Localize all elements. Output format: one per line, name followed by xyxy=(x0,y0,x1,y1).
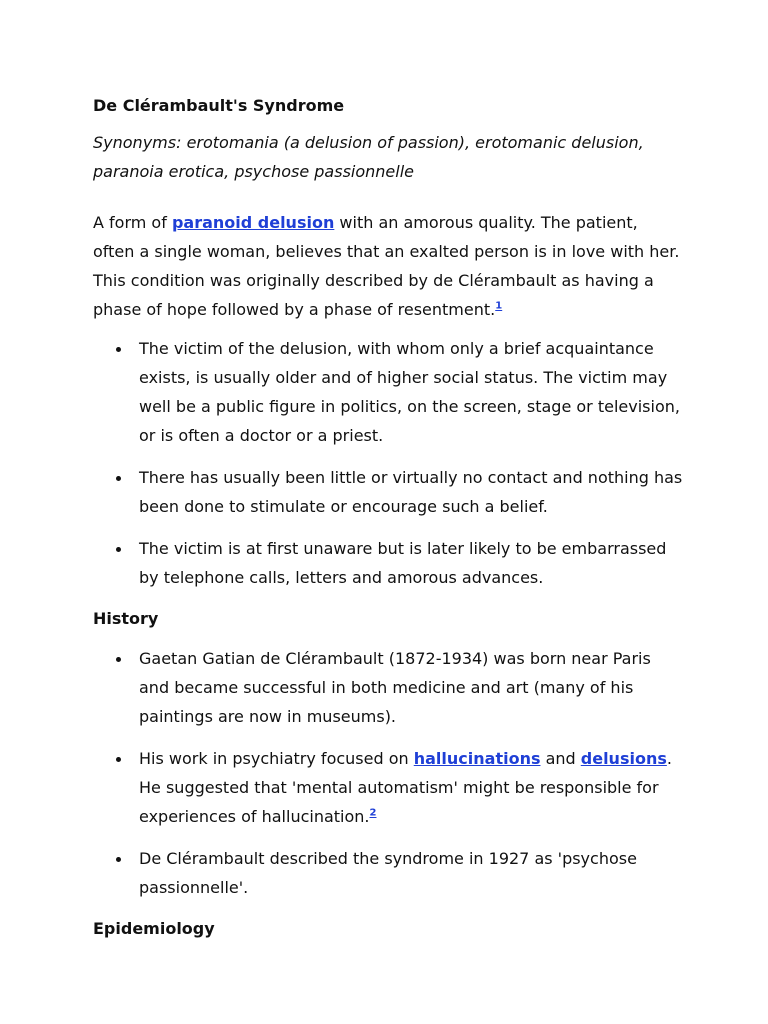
bullet-icon xyxy=(116,547,121,552)
list-item xyxy=(93,644,683,731)
intro-text-end: with an amorous quality. The patient, often a single woman, believes that an exalted person is in love with her. This condition was originally described by de Clérambault as having a phase of hope followed by a phase of resentment. xyxy=(93,213,680,319)
list-item-text: The victim is at first unaware but is later likely to be embarrassed by telephone calls, letters and amorous advances. xyxy=(139,539,667,587)
bullet-icon xyxy=(116,476,121,481)
hallucinations-link[interactable]: hallucinations xyxy=(413,749,541,768)
list-item-text: There has usually been little or virtually no contact and nothing has been done to stimulate or encourage such a belief. xyxy=(139,468,683,516)
list-item-text: The victim of the delusion, with whom only a brief acquaintance exists, is usually older and of higher social status. The victim may well be a public figure in politics, on the screen, stage or television, or is often a doctor or a priest. xyxy=(139,339,680,445)
delusions-link[interactable]: delusions xyxy=(580,749,667,768)
list-item xyxy=(93,744,683,831)
list-item-text: De Clérambault described the syndrome in 1927 as 'psychose passionnelle'. xyxy=(139,849,637,897)
paranoid-delusion-link[interactable]: paranoid delusion xyxy=(171,213,335,232)
list-item-text-start: His work in psychiatry focused on xyxy=(139,749,414,768)
history-list xyxy=(93,644,683,902)
list-item xyxy=(93,334,683,450)
bullet-icon xyxy=(116,857,121,862)
article-title: De Clérambault's Syndrome xyxy=(93,96,345,115)
list-item xyxy=(93,463,683,521)
list-item xyxy=(93,844,683,902)
list-item-text-middle: and xyxy=(540,749,581,768)
list-item-text: Gaetan Gatian de Clérambault (1872-1934) was born near Paris and became successful in both medicine and art (many of his paintings are now in museums). xyxy=(139,649,651,726)
list-item xyxy=(93,534,683,592)
intro-paragraph xyxy=(93,208,683,324)
footnote-ref-1[interactable]: 1 xyxy=(495,300,503,312)
epidemiology-heading: Epidemiology xyxy=(93,919,215,938)
intro-text-start: A form of xyxy=(93,213,172,232)
footnote-ref-2[interactable]: 2 xyxy=(369,807,377,819)
list-item-text-end: . He suggested that 'mental automatism' might be responsible for experiences of hallucination. xyxy=(139,749,672,826)
article-body xyxy=(93,92,683,954)
synonyms-text: Synonyms: erotomania (a delusion of passion), erotomanic delusion, paranoia erotica, psychose passionnelle xyxy=(93,133,644,181)
bullet-icon xyxy=(116,757,121,762)
history-heading: History xyxy=(93,609,159,628)
bullet-icon xyxy=(116,657,121,662)
symptom-list xyxy=(93,334,683,592)
bullet-icon xyxy=(116,347,121,352)
